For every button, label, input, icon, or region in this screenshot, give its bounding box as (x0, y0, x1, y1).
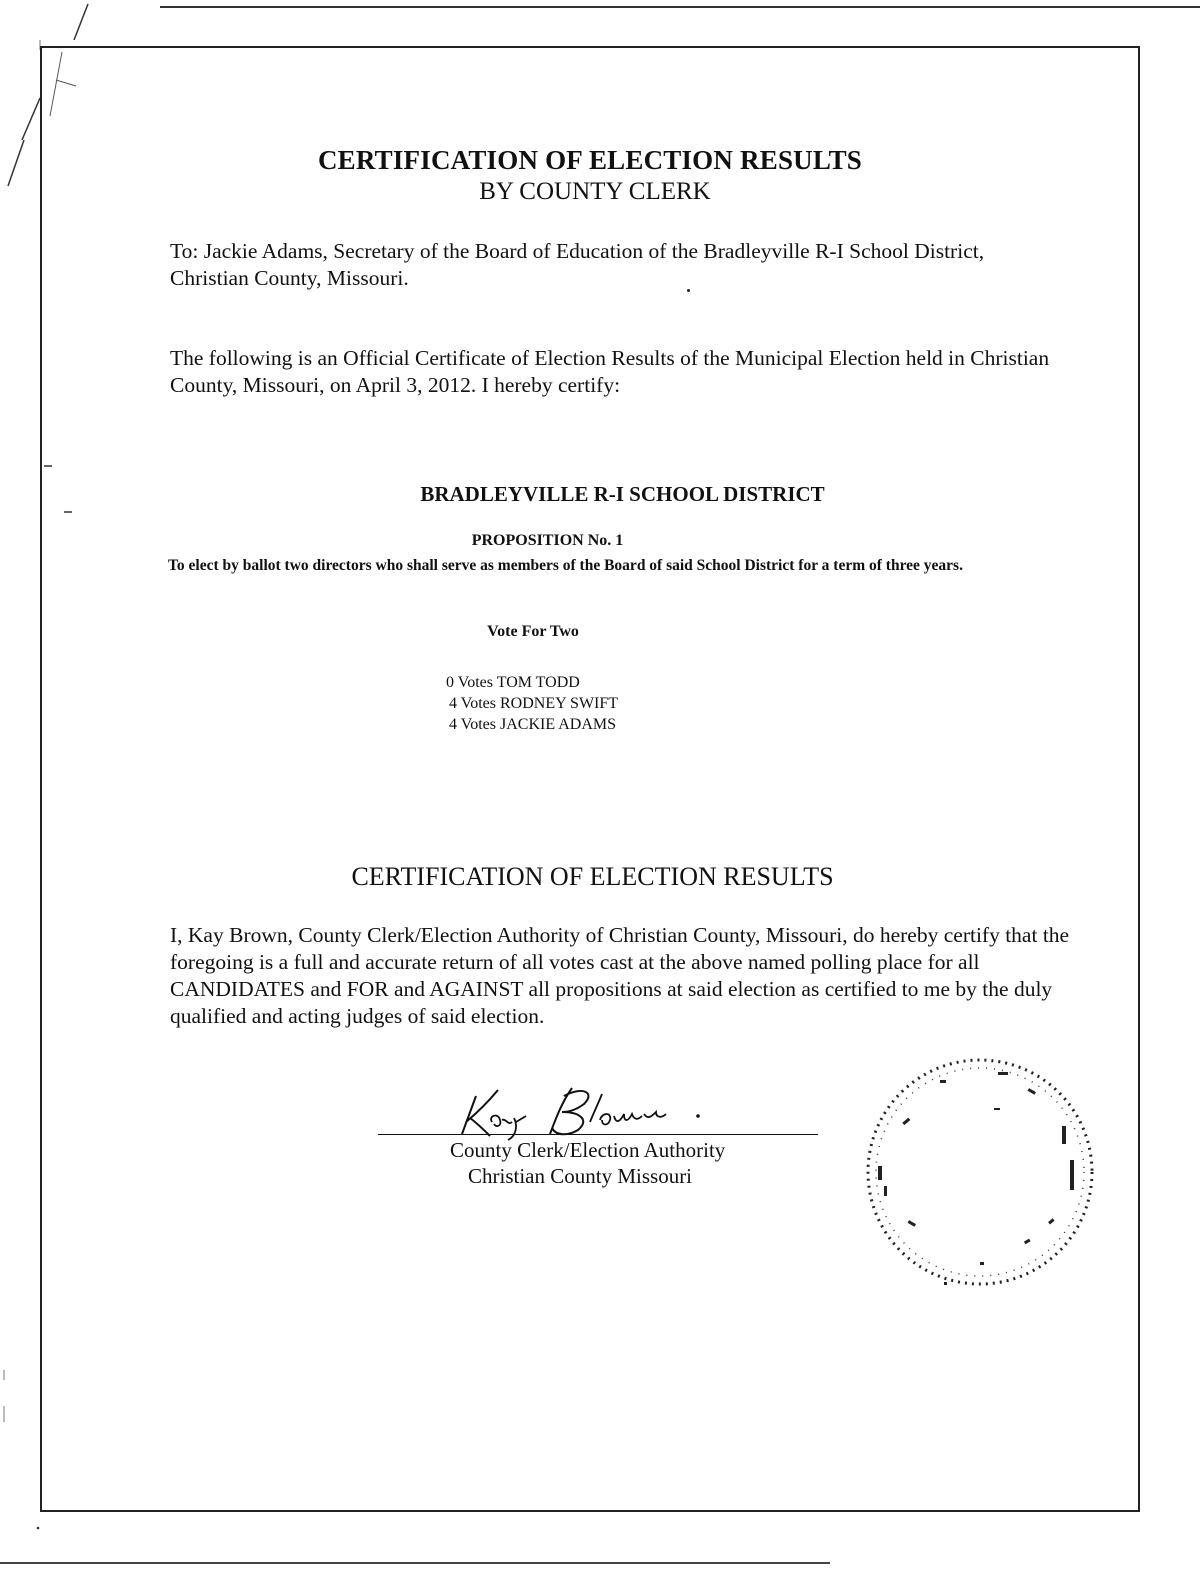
certification-paragraph: I, Kay Brown, County Clerk/Election Authority of Christian County, Missouri, do hereby certify that the foregoing is a full and accurate return of all votes cast at the above named polling place for all CANDIDATES and FOR and AGAINST all propositions at said election as certified to me by the duly qualified and acting judges of said election. (170, 923, 1070, 1028)
signature-line (378, 1134, 818, 1135)
result-row (446, 672, 618, 693)
signer-jurisdiction: Christian County Missouri (468, 1164, 693, 1188)
proposition-description: To elect by ballot two directors who shall serve as members of the Board of said School District for a term of three years. (168, 557, 963, 574)
district-heading: BRADLEYVILLE R-I SCHOOL DISTRICT (420, 482, 825, 506)
document-title: CERTIFICATION OF ELECTION RESULTS (317, 145, 863, 175)
handwritten-signature (452, 1082, 712, 1142)
intro-paragraph: The following is an Official Certificate of Election Results of the Municipal Election held in Christian County, Missouri, on April 3, 2012. I hereby certify: (170, 346, 1050, 397)
proposition-title: PROPOSITION No. 1 (471, 532, 624, 549)
result-row (446, 693, 618, 714)
vote-count: 4 Votes (449, 695, 496, 712)
county-seal (848, 1050, 1110, 1290)
certification-heading: CERTIFICATION OF ELECTION RESULTS (351, 862, 834, 891)
vote-count: 4 Votes (449, 716, 496, 733)
vote-for-label: Vote For Two (487, 623, 579, 640)
scan-bottom-edge-line (0, 1562, 830, 1564)
vote-count: 0 Votes (446, 674, 493, 691)
result-row (446, 714, 618, 735)
addressee-paragraph: To: Jackie Adams, Secretary of the Board of Education of the Bradleyville R-I School District, Christian County, Missouri. (170, 239, 985, 290)
signer-title: County Clerk/Election Authority (450, 1138, 726, 1162)
candidate-name: TOM TODD (496, 674, 580, 691)
document-subtitle: BY COUNTY CLERK (479, 178, 711, 205)
scan-top-edge-line (160, 6, 1200, 8)
speck (687, 289, 690, 292)
candidate-name: JACKIE ADAMS (499, 716, 616, 733)
candidate-name: RODNEY SWIFT (499, 695, 619, 712)
results-list (446, 672, 618, 735)
